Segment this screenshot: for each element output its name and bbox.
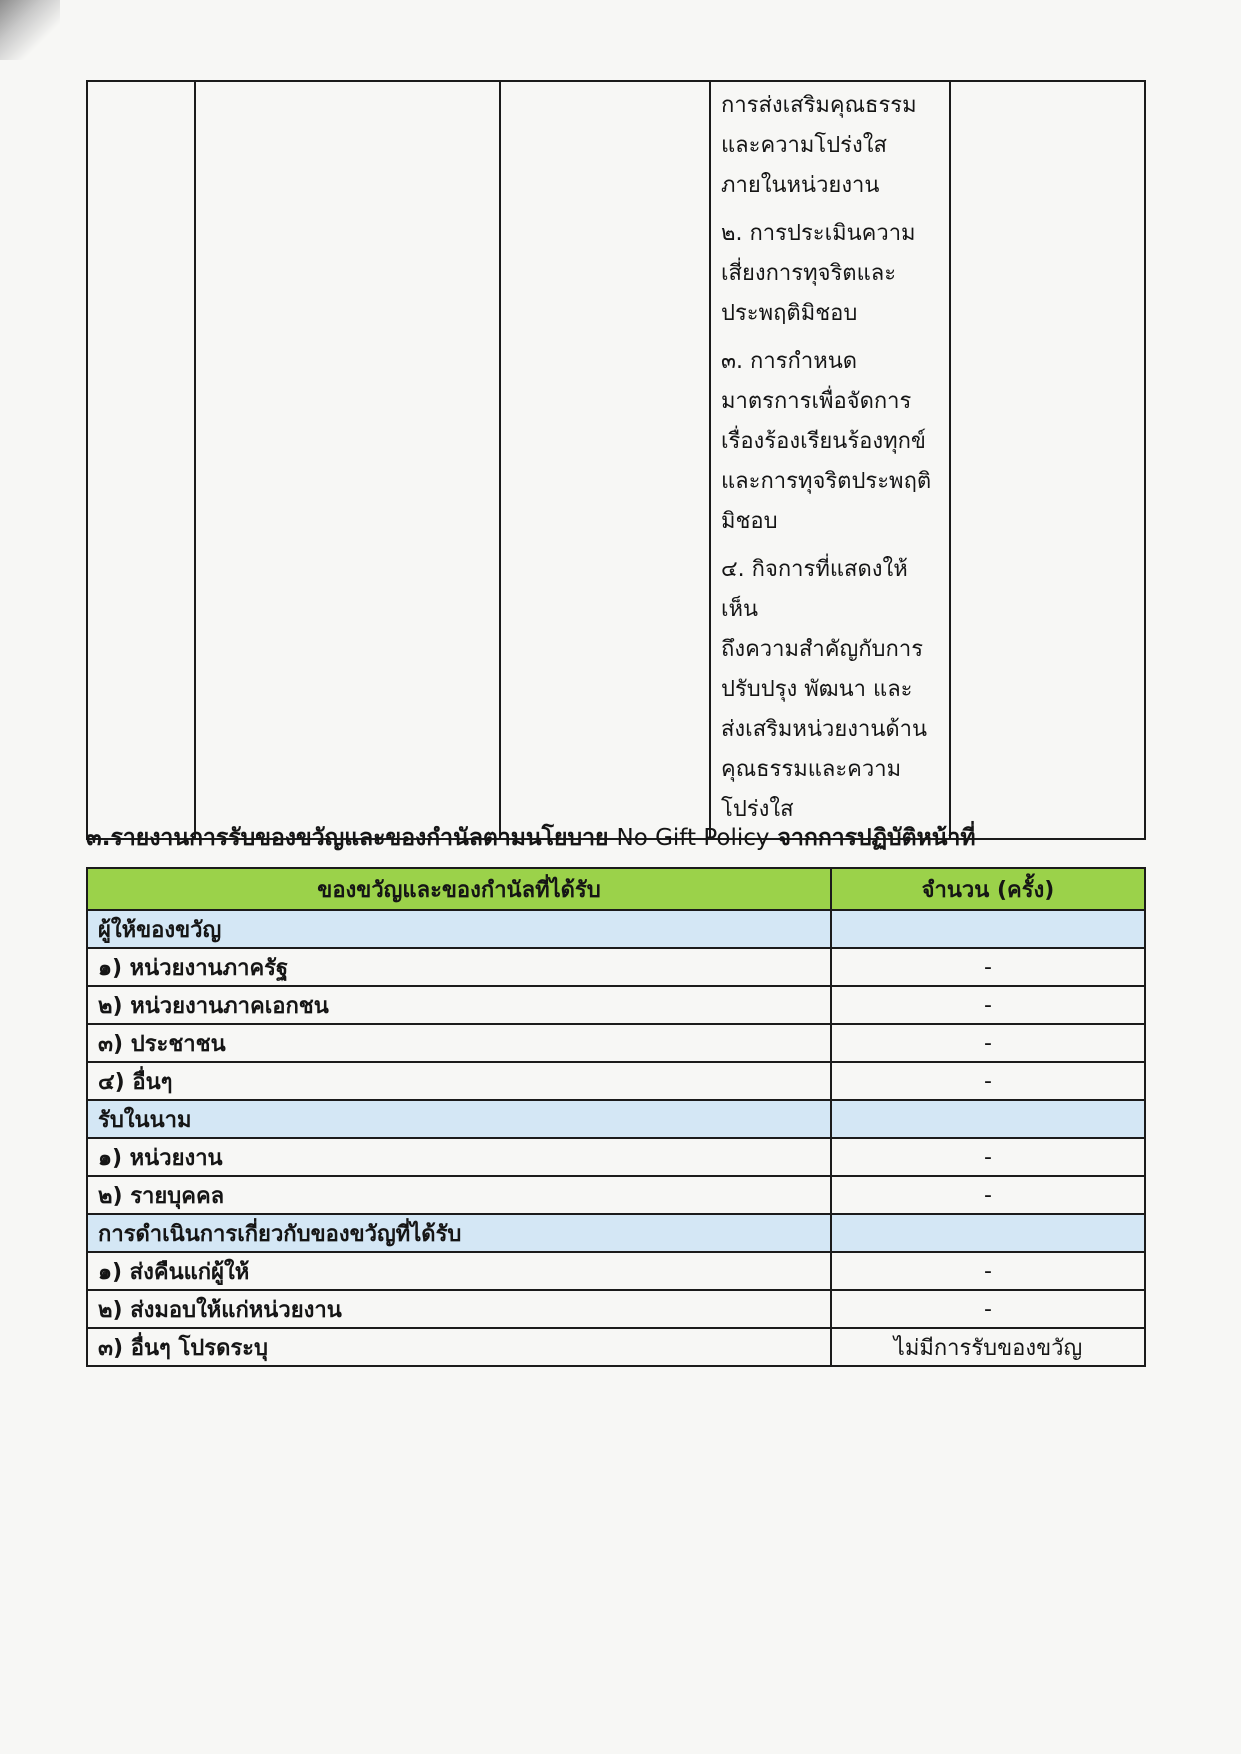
- measure-line: การส่งเสริมคุณธรรม: [721, 93, 917, 118]
- row-label: ๔) อื่นๆ: [87, 1062, 831, 1100]
- table-row: [87, 1252, 1145, 1290]
- section-3-heading: [86, 820, 1146, 856]
- table-row: [87, 1328, 1145, 1366]
- measure-line: และความโปร่งใส: [721, 133, 887, 158]
- measure-line: มาตรการเพื่อจัดการ: [721, 389, 912, 414]
- row-count: -: [831, 1062, 1145, 1100]
- empty-cell-5: [950, 81, 1145, 839]
- row-label: ๒) รายบุคคล: [87, 1176, 831, 1214]
- measure-line: ประพฤติมิชอบ: [721, 301, 858, 326]
- row-count: -: [831, 1176, 1145, 1214]
- measure-line: มิชอบ: [721, 509, 778, 534]
- row-count: -: [831, 1138, 1145, 1176]
- table-row: [87, 1062, 1145, 1100]
- measure-line: ส่งเสริมหน่วยงานด้าน: [721, 717, 928, 742]
- row-label: ๓) ประชาชน: [87, 1024, 831, 1062]
- category-row: [87, 1214, 1145, 1252]
- measure-line: เสี่ยงการทุจริตและ: [721, 261, 897, 286]
- row-label: ๒) หน่วยงานภาคเอกชน: [87, 986, 831, 1024]
- measure-item: [721, 86, 941, 206]
- measure-line: ถึงความสำคัญกับการ: [721, 637, 924, 662]
- empty-cell-3: [500, 81, 710, 839]
- measure-item: [721, 214, 941, 334]
- table-row: [87, 1290, 1145, 1328]
- section-3-title: ๓.รายงานการรับของขวัญและของกำนัลตามนโยบาย: [86, 825, 609, 851]
- table-row: [87, 1176, 1145, 1214]
- row-count: -: [831, 986, 1145, 1024]
- measures-cell: [710, 81, 950, 839]
- table-row: [87, 1024, 1145, 1062]
- scan-corner-shadow: [0, 0, 60, 60]
- empty-cell-1: [87, 81, 195, 839]
- gift-table-header: [87, 868, 1145, 910]
- measure-line: ภายในหน่วยงาน: [721, 173, 880, 198]
- row-label: ๑) หน่วยงาน: [87, 1138, 831, 1176]
- section-3-title-tail: จากการปฏิบัติหน้าที่: [777, 825, 976, 851]
- table-row: [87, 986, 1145, 1024]
- row-count: -: [831, 1252, 1145, 1290]
- measure-item: [721, 342, 941, 542]
- measure-line: ๓. การกำหนด: [721, 349, 858, 374]
- category-blank: [831, 1100, 1145, 1138]
- row-count: -: [831, 948, 1145, 986]
- measure-line: และการทุจริตประพฤติ: [721, 469, 932, 494]
- gift-report-table: [86, 867, 1146, 1367]
- header-gifts: ของขวัญและของกำนัลที่ได้รับ: [87, 868, 831, 910]
- row-label: ๒) ส่งมอบให้แก่หน่วยงาน: [87, 1290, 831, 1328]
- header-count: จำนวน (ครั้ง): [831, 868, 1145, 910]
- category-row: [87, 910, 1145, 948]
- measure-line: โปร่งใส: [721, 797, 794, 822]
- row-label: ๑) ส่งคืนแก่ผู้ให้: [87, 1252, 831, 1290]
- category-title: การดำเนินการเกี่ยวกับของขวัญที่ได้รับ: [87, 1214, 831, 1252]
- category-blank: [831, 910, 1145, 948]
- measure-line: ๒. การประเมินความ: [721, 221, 916, 246]
- table-row: [87, 1138, 1145, 1176]
- section-3-policy-name: No Gift Policy: [616, 825, 770, 851]
- measure-line: ๔. กิจการที่แสดงให้เห็น: [721, 557, 908, 622]
- category-blank: [831, 1214, 1145, 1252]
- category-row: [87, 1100, 1145, 1138]
- empty-cell-2: [195, 81, 500, 839]
- category-title: รับในนาม: [87, 1100, 831, 1138]
- row-count: -: [831, 1290, 1145, 1328]
- measure-line: ปรับปรุง พัฒนา และ: [721, 677, 913, 702]
- continuation-table: [86, 80, 1146, 840]
- measure-item: [721, 550, 941, 830]
- row-label: ๓) อื่นๆ โปรดระบุ: [87, 1328, 831, 1366]
- row-count: -: [831, 1024, 1145, 1062]
- row-label: ๑) หน่วยงานภาครัฐ: [87, 948, 831, 986]
- measure-line: คุณธรรมและความ: [721, 757, 902, 782]
- measure-line: เรื่องร้องเรียนร้องทุกข์: [721, 429, 926, 454]
- category-title: ผู้ให้ของขวัญ: [87, 910, 831, 948]
- table-row: [87, 948, 1145, 986]
- row-count: ไม่มีการรับของขวัญ: [831, 1328, 1145, 1366]
